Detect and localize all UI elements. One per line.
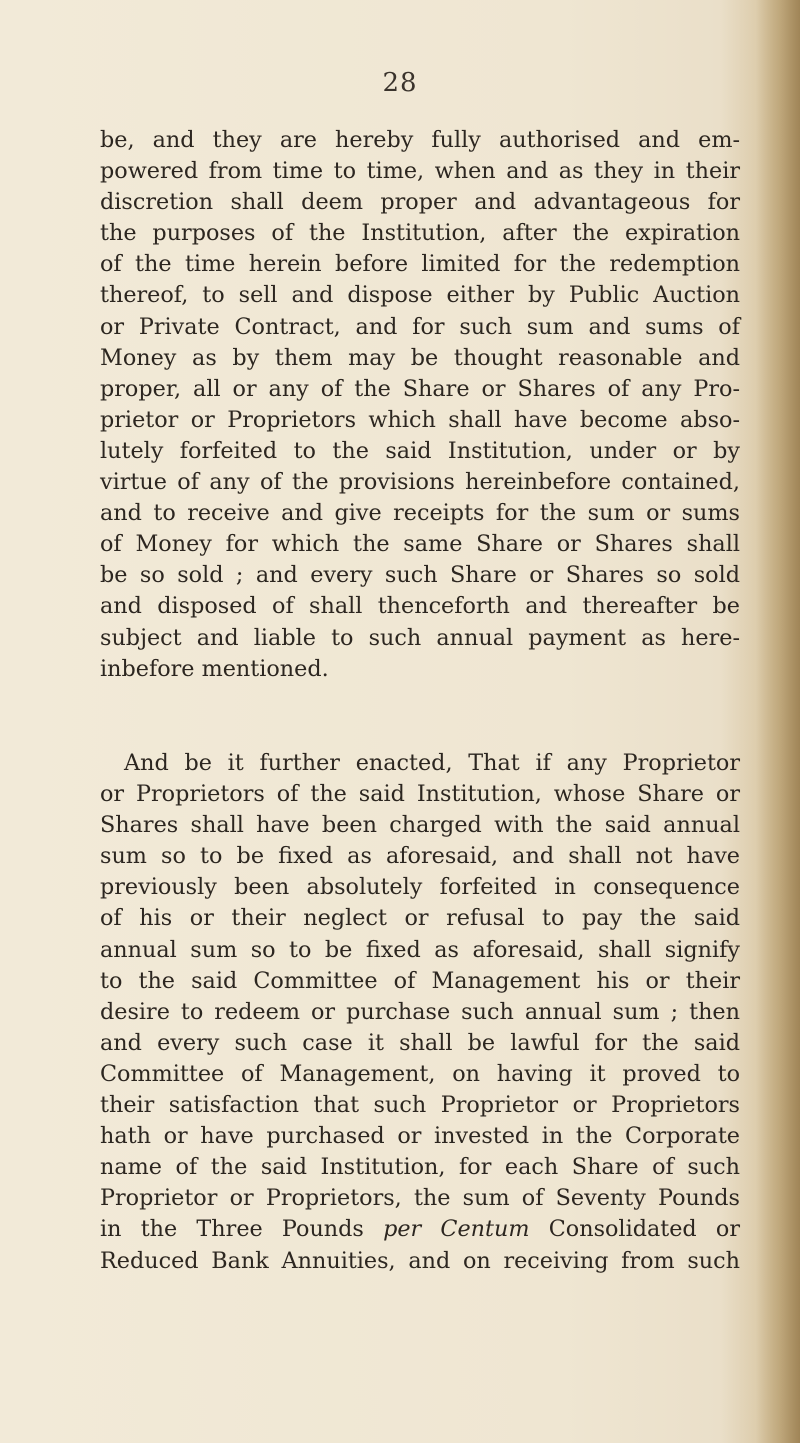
paragraph-line: of Money for which the same Share or Shares shall bbox=[100, 531, 740, 558]
paragraph-line: be, and they are hereby fully authorised and em- bbox=[100, 127, 740, 153]
paragraph-line: their satisfaction that such Proprietor or Proprietors bbox=[100, 1092, 740, 1119]
paragraph-line: subject and liable to such annual payment as here- bbox=[100, 624, 740, 651]
paragraph-line: lutely forfeited to the said Institution, under or by bbox=[100, 437, 740, 464]
paragraph-line: discretion shall deem proper and advantageous for bbox=[100, 189, 740, 216]
paragraph-line: Money as by them may be thought reasonable and bbox=[100, 344, 740, 371]
paragraph-line: previously been absolutely forfeited in consequence bbox=[100, 874, 740, 901]
paragraph-line: desire to redeem or purchase such annual sum ; then bbox=[100, 998, 740, 1025]
paragraph-line: Shares shall have been charged with the said annual bbox=[100, 812, 740, 839]
paragraph-line-text: And be it further enacted, That if any Proprietor bbox=[124, 750, 740, 776]
paragraph-line: Reduced Bank Annuities, and on receiving from such bbox=[100, 1247, 740, 1274]
paragraph-first-line bbox=[100, 748, 740, 779]
page-number: 28 bbox=[382, 68, 418, 98]
paragraph-line: virtue of any of the provisions hereinbefore contained, bbox=[100, 469, 740, 496]
paragraph-line: powered from time to time, when and as they in their bbox=[100, 158, 740, 185]
binding-edge-shadow bbox=[756, 0, 800, 1443]
paragraph-line: or Proprietors of the said Institution, whose Share or bbox=[100, 781, 740, 808]
paragraph-line: Committee of Management, on having it proved to bbox=[100, 1060, 740, 1087]
paragraph-line: be so sold ; and every such Share or Shares so sold bbox=[100, 562, 740, 589]
paragraph-line: and disposed of shall thenceforth and thereafter be bbox=[100, 593, 740, 620]
paragraph-line: name of the said Institution, for each Share of such bbox=[100, 1154, 740, 1181]
paragraph-line: sum so to be fixed as aforesaid, and shall not have bbox=[100, 843, 740, 870]
paragraph-line: prietor or Proprietors which shall have become abso- bbox=[100, 406, 740, 433]
paragraph-2 bbox=[100, 748, 740, 1277]
paragraph-line: of his or their neglect or refusal to pay the said bbox=[100, 905, 740, 932]
paragraph-line: annual sum so to be fixed as aforesaid, shall signify bbox=[100, 936, 740, 963]
paragraph-line: inbefore mentioned. bbox=[100, 655, 329, 682]
line-text-before: in the Three Pounds bbox=[100, 1216, 384, 1243]
paragraph-line: and to receive and give receipts for the sum or sums bbox=[100, 500, 740, 527]
paragraph-line: and every such case it shall be lawful for the said bbox=[100, 1029, 740, 1056]
paragraph-line: or Private Contract, and for such sum and sums of bbox=[100, 313, 740, 340]
italic-latin-phrase: per Centum bbox=[383, 1216, 530, 1243]
paragraph-line: hath or have purchased or invested in the Corporate bbox=[100, 1123, 740, 1150]
paragraph-line: to the said Committee of Management his or their bbox=[100, 967, 740, 994]
paragraph-line: the purposes of the Institution, after the expiration bbox=[100, 220, 740, 247]
paragraph-line: proper, all or any of the Share or Shares of any Pro- bbox=[100, 375, 740, 402]
paragraph-line: Proprietor or Proprietors, the sum of Seventy Pounds bbox=[100, 1185, 740, 1212]
paragraph-1 bbox=[100, 125, 740, 685]
paragraph-line: of the time herein before limited for the redemption bbox=[100, 251, 740, 278]
line-text-after: Consolidated or bbox=[529, 1216, 740, 1243]
paragraph-line-with-italic bbox=[100, 1214, 740, 1245]
paragraph-line: thereof, to sell and dispose either by Public Auction bbox=[100, 282, 740, 309]
